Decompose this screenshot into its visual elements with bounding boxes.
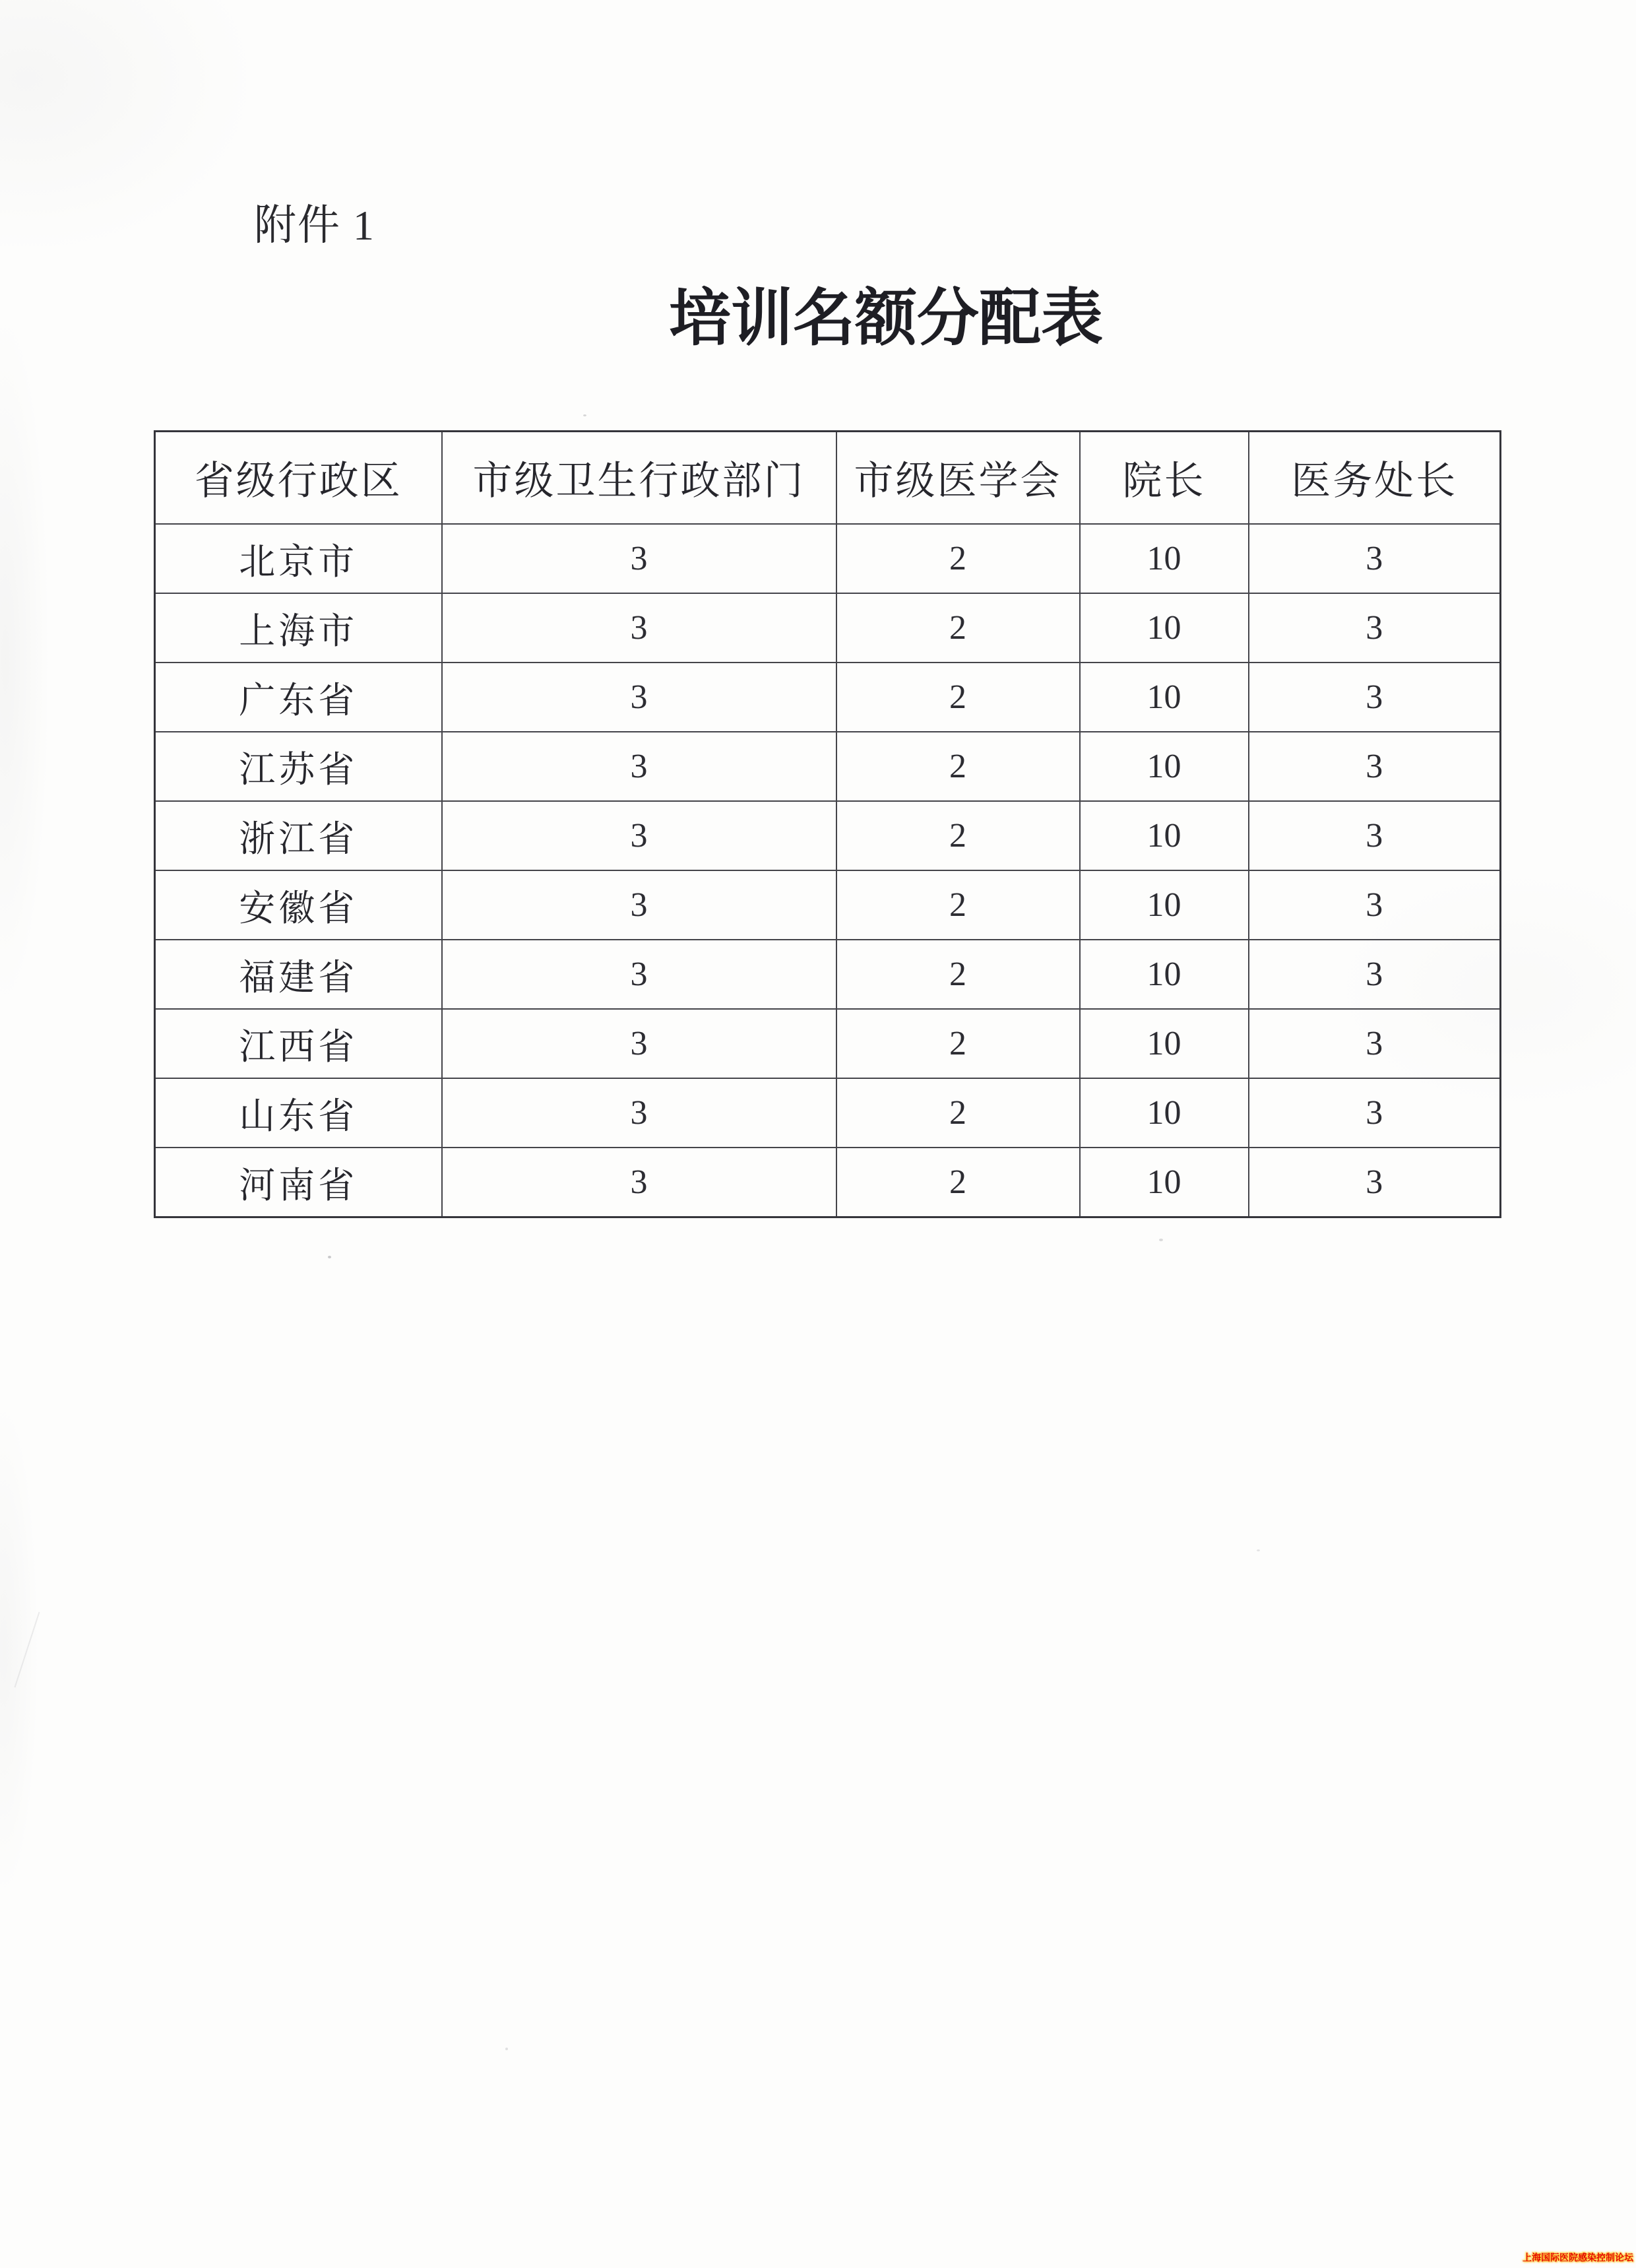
value-cell: 3 bbox=[1249, 732, 1501, 801]
value-cell: 2 bbox=[836, 801, 1080, 870]
value-cell: 10 bbox=[1080, 1078, 1249, 1148]
value-cell: 2 bbox=[836, 524, 1080, 593]
table-row bbox=[155, 1078, 1501, 1148]
value-cell: 10 bbox=[1080, 940, 1249, 1009]
value-cell: 3 bbox=[1249, 1148, 1501, 1217]
value-cell: 3 bbox=[1249, 940, 1501, 1009]
column-header-dean: 院长 bbox=[1080, 432, 1249, 525]
scan-artifact bbox=[583, 414, 586, 416]
column-header-medical-assoc: 市级医学会 bbox=[836, 432, 1080, 525]
value-cell: 10 bbox=[1080, 663, 1249, 732]
value-cell: 3 bbox=[442, 940, 836, 1009]
value-cell: 10 bbox=[1080, 524, 1249, 593]
value-cell: 2 bbox=[836, 1078, 1080, 1148]
table-header-row bbox=[155, 432, 1501, 525]
region-cell: 江西省 bbox=[155, 1009, 442, 1078]
table-row bbox=[155, 663, 1501, 732]
value-cell: 2 bbox=[836, 663, 1080, 732]
region-cell: 山东省 bbox=[155, 1078, 442, 1148]
value-cell: 3 bbox=[442, 1078, 836, 1148]
table-row bbox=[155, 940, 1501, 1009]
value-cell: 3 bbox=[1249, 663, 1501, 732]
value-cell: 3 bbox=[442, 1148, 836, 1217]
value-cell: 10 bbox=[1080, 1009, 1249, 1078]
table-row bbox=[155, 801, 1501, 870]
region-cell: 河南省 bbox=[155, 1148, 442, 1217]
value-cell: 3 bbox=[1249, 801, 1501, 870]
value-cell: 3 bbox=[1249, 593, 1501, 663]
value-cell: 2 bbox=[836, 593, 1080, 663]
value-cell: 2 bbox=[836, 732, 1080, 801]
value-cell: 3 bbox=[442, 593, 836, 663]
value-cell: 3 bbox=[442, 870, 836, 940]
value-cell: 10 bbox=[1080, 801, 1249, 870]
value-cell: 3 bbox=[442, 732, 836, 801]
scan-artifact bbox=[505, 2048, 508, 2050]
table-row bbox=[155, 593, 1501, 663]
value-cell: 10 bbox=[1080, 593, 1249, 663]
quota-table bbox=[154, 430, 1501, 1218]
region-cell: 北京市 bbox=[155, 524, 442, 593]
scan-artifact bbox=[1159, 1239, 1163, 1241]
scan-artifact bbox=[15, 1612, 40, 1688]
watermark-text: 上海国际医院感染控制论坛 bbox=[1523, 2252, 1633, 2263]
column-header-health-dept: 市级卫生行政部门 bbox=[442, 432, 836, 525]
scan-artifact bbox=[1257, 1549, 1260, 1551]
column-header-medical-director: 医务处长 bbox=[1249, 432, 1501, 525]
region-cell: 浙江省 bbox=[155, 801, 442, 870]
value-cell: 2 bbox=[836, 870, 1080, 940]
value-cell: 3 bbox=[442, 524, 836, 593]
column-header-province: 省级行政区 bbox=[155, 432, 442, 525]
table-row bbox=[155, 732, 1501, 801]
table-row bbox=[155, 1148, 1501, 1217]
value-cell: 3 bbox=[1249, 524, 1501, 593]
value-cell: 3 bbox=[1249, 870, 1501, 940]
region-cell: 上海市 bbox=[155, 593, 442, 663]
value-cell: 2 bbox=[836, 1148, 1080, 1217]
value-cell: 3 bbox=[442, 663, 836, 732]
value-cell: 3 bbox=[442, 1009, 836, 1078]
table-row bbox=[155, 870, 1501, 940]
region-cell: 广东省 bbox=[155, 663, 442, 732]
value-cell: 10 bbox=[1080, 870, 1249, 940]
page-title: 培训名额分配表 bbox=[669, 284, 1104, 353]
scan-artifact bbox=[328, 1256, 331, 1258]
value-cell: 10 bbox=[1080, 732, 1249, 801]
table-row bbox=[155, 1009, 1501, 1078]
region-cell: 安徽省 bbox=[155, 870, 442, 940]
table-row bbox=[155, 524, 1501, 593]
attachment-label: 附件 1 bbox=[254, 202, 375, 249]
region-cell: 福建省 bbox=[155, 940, 442, 1009]
value-cell: 3 bbox=[442, 801, 836, 870]
value-cell: 10 bbox=[1080, 1148, 1249, 1217]
region-cell: 江苏省 bbox=[155, 732, 442, 801]
value-cell: 3 bbox=[1249, 1078, 1501, 1148]
value-cell: 2 bbox=[836, 1009, 1080, 1078]
value-cell: 2 bbox=[836, 940, 1080, 1009]
value-cell: 3 bbox=[1249, 1009, 1501, 1078]
